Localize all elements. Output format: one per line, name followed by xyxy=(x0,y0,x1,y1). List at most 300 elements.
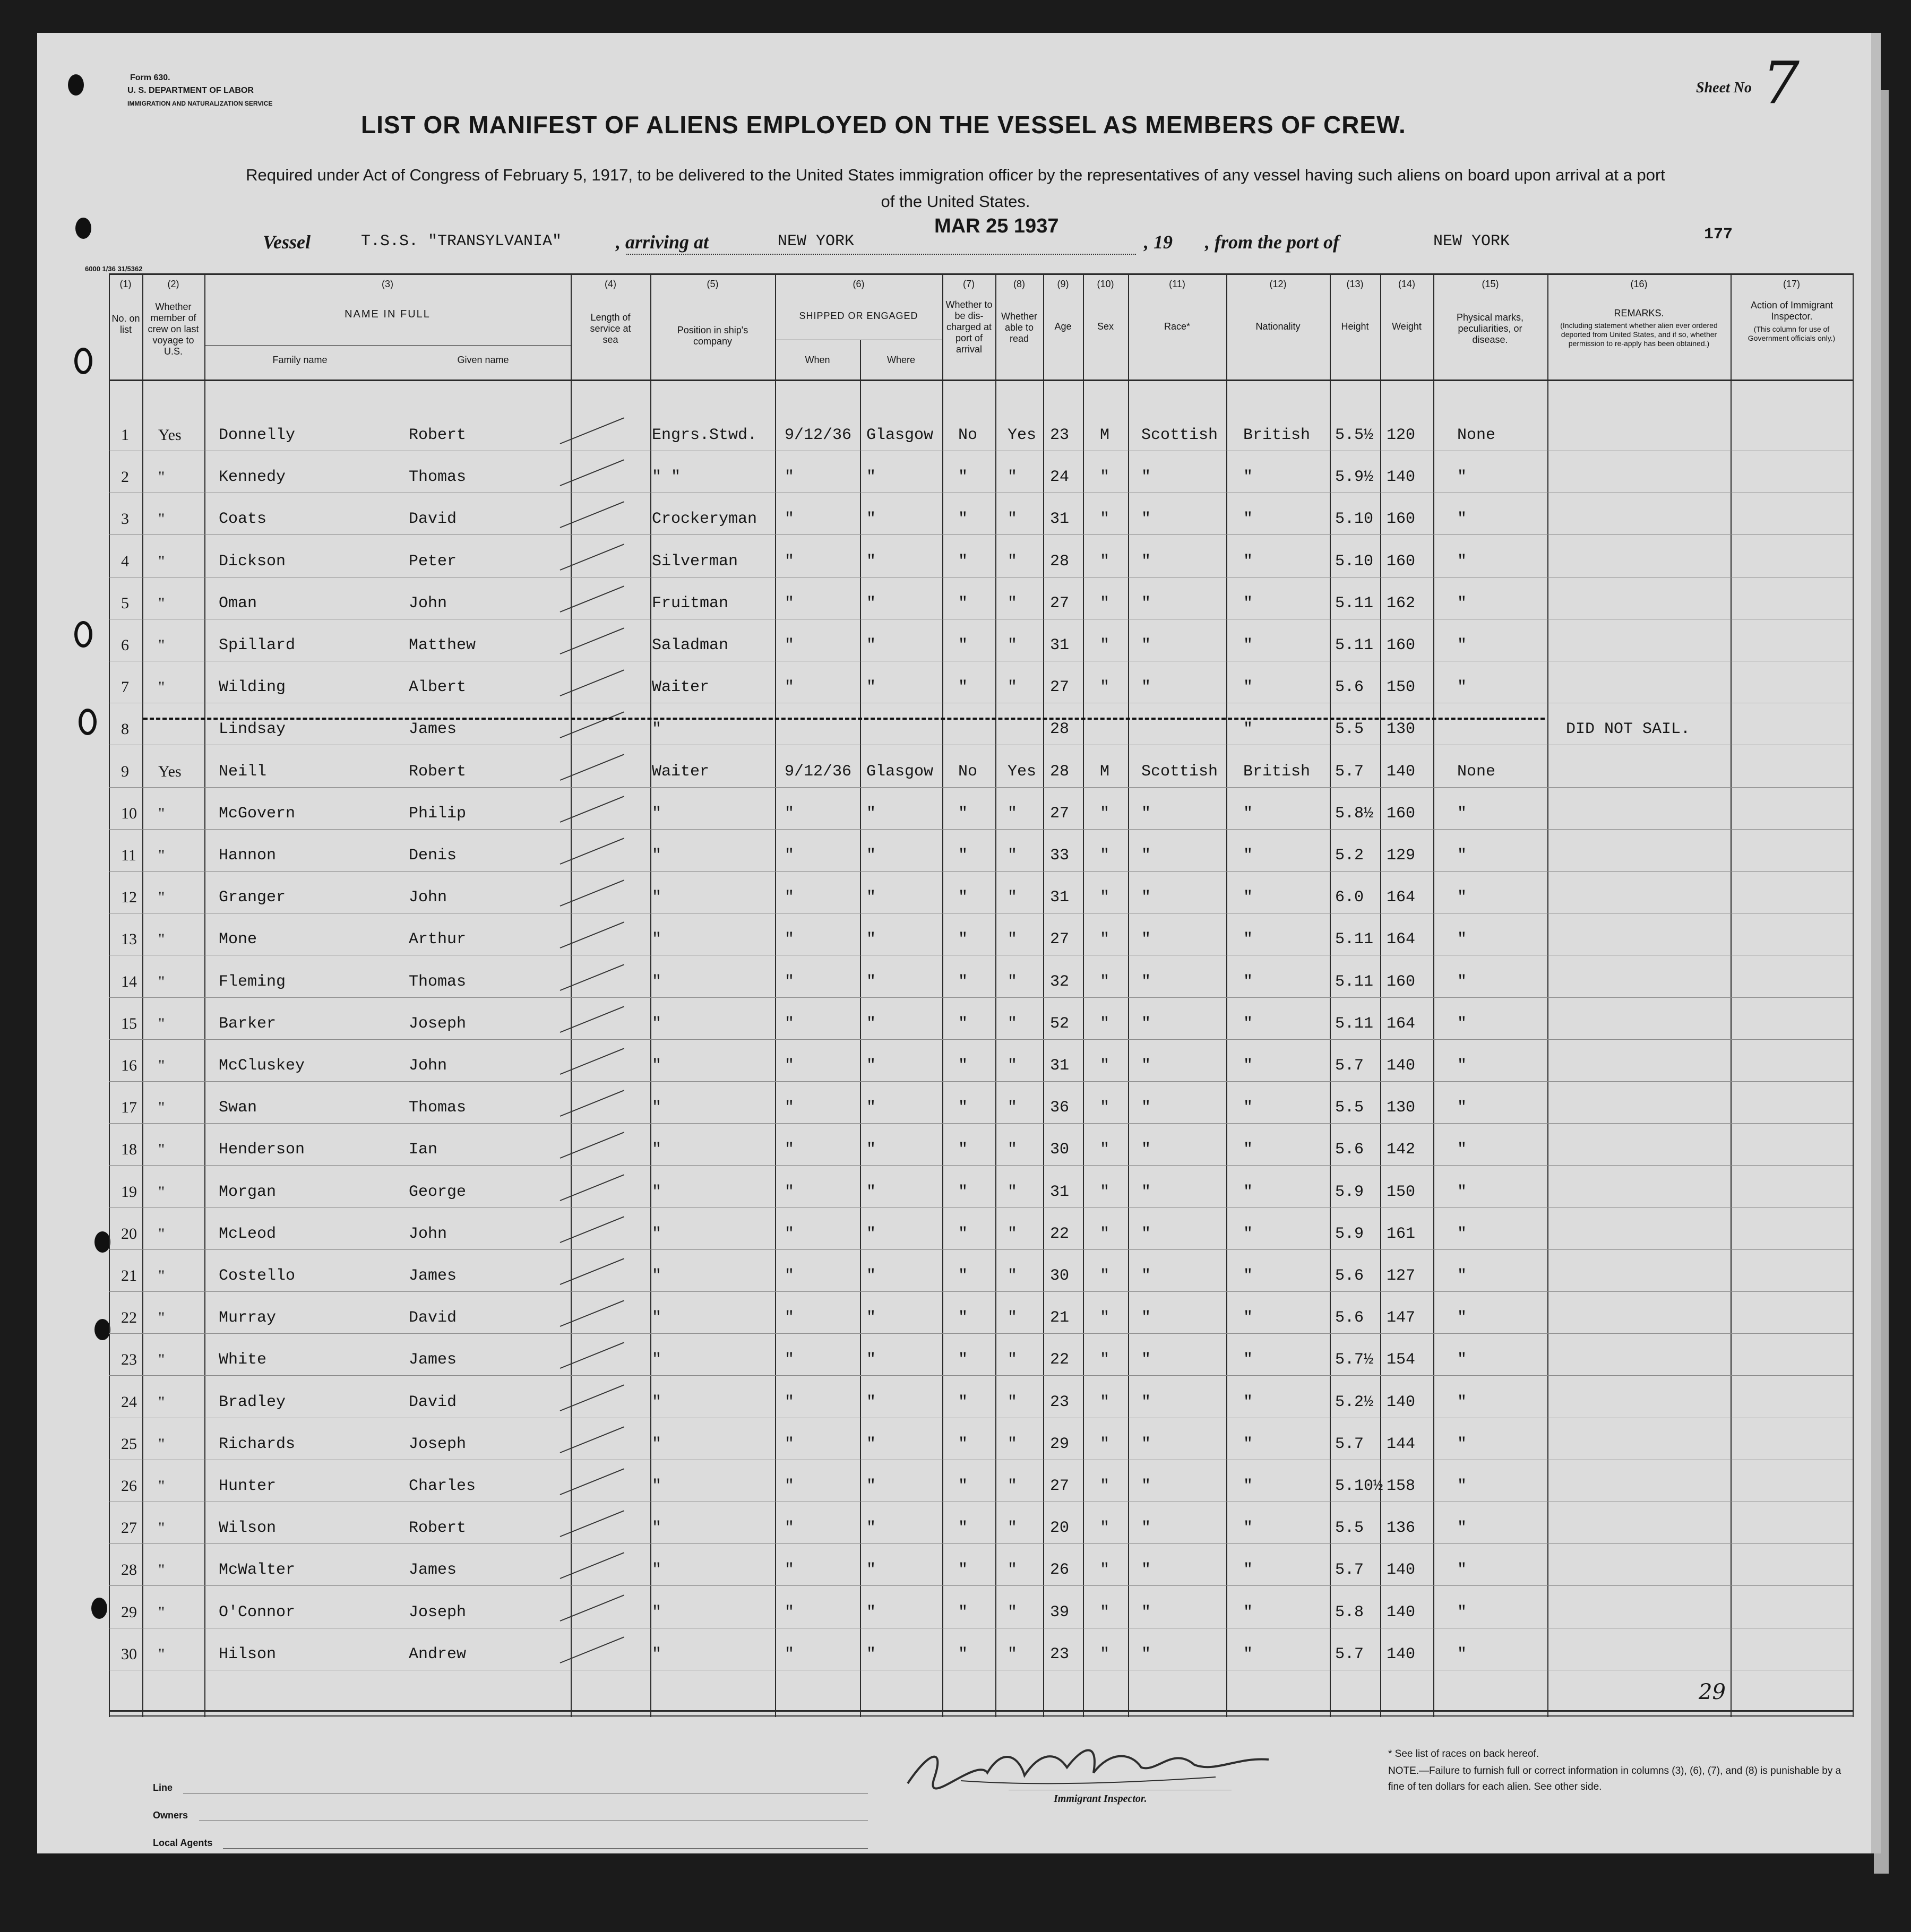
position: " xyxy=(652,1183,662,1201)
height: 5.8½ xyxy=(1335,805,1374,823)
race: " xyxy=(1141,594,1151,613)
col-number: (2) xyxy=(167,279,179,289)
nationality: " xyxy=(1243,1519,1253,1537)
family-name: Mone xyxy=(219,930,257,948)
row-number: 14 xyxy=(121,973,137,990)
given-name: Robert xyxy=(409,426,467,444)
family-name: McLeod xyxy=(219,1225,277,1243)
punch-hole xyxy=(91,1598,107,1619)
able-to-read: " xyxy=(1008,1309,1018,1327)
position: " xyxy=(652,930,662,948)
race: " xyxy=(1141,678,1151,696)
header-sex: Sex xyxy=(1097,321,1114,332)
row-8-strike-line xyxy=(143,718,1545,720)
shipped-where: " xyxy=(866,594,876,613)
header-when: When xyxy=(805,355,830,365)
position: " xyxy=(652,1561,662,1579)
able-to-read: " xyxy=(1008,1225,1018,1243)
header-remarks: REMARKS. xyxy=(1614,308,1664,318)
sex: " xyxy=(1100,636,1110,654)
nationality: " xyxy=(1243,1561,1253,1579)
shipped-where: " xyxy=(866,1183,876,1201)
weight: 161 xyxy=(1387,1225,1416,1243)
row-rule xyxy=(109,997,1853,998)
member-last-voyage: " xyxy=(158,510,165,528)
able-to-read: Yes xyxy=(1008,426,1037,444)
shipped-when: " xyxy=(785,1351,795,1369)
able-to-read: " xyxy=(1008,1519,1018,1537)
shipped-where: " xyxy=(866,1477,876,1495)
given-name: Joseph xyxy=(409,1435,467,1453)
family-name: Kennedy xyxy=(219,468,286,486)
nationality: " xyxy=(1243,1309,1253,1327)
age: 26 xyxy=(1050,1561,1070,1579)
col-divider xyxy=(860,340,861,1717)
able-to-read: " xyxy=(1008,1603,1018,1622)
family-name: Spillard xyxy=(219,636,296,654)
sex: " xyxy=(1100,1015,1110,1033)
given-name: David xyxy=(409,1393,457,1411)
row-number: 26 xyxy=(121,1477,137,1495)
position: " xyxy=(652,1267,662,1285)
row-number: 8 xyxy=(121,720,129,738)
sex: M xyxy=(1100,426,1110,444)
shipped-when: " xyxy=(785,1309,795,1327)
row-number: 20 xyxy=(121,1225,137,1243)
row-number: 13 xyxy=(121,930,137,948)
height: 5.5 xyxy=(1335,1099,1364,1117)
family-name: Lindsay xyxy=(219,720,286,738)
family-name: Costello xyxy=(219,1267,296,1285)
footer-agents-field xyxy=(223,1848,868,1849)
shipped-when: " xyxy=(785,1561,795,1579)
row-rule xyxy=(109,1375,1853,1376)
col-divider xyxy=(1330,273,1331,1717)
header-physical: Physical marks, peculiarities, or disease. xyxy=(1456,312,1524,345)
race: " xyxy=(1141,1393,1151,1411)
race: " xyxy=(1141,1435,1151,1453)
given-name: Joseph xyxy=(409,1015,467,1033)
nationality: " xyxy=(1243,553,1253,571)
discharged: " xyxy=(958,973,968,991)
row-rule xyxy=(109,1039,1853,1040)
col-divider xyxy=(571,273,572,1717)
height: 5.10 xyxy=(1335,553,1374,571)
discharged: " xyxy=(958,889,968,907)
table-bottom-border xyxy=(109,1710,1853,1712)
position: " xyxy=(652,1309,662,1327)
member-last-voyage: " xyxy=(158,1519,165,1537)
note-race: * See list of races on back hereof. xyxy=(1388,1748,1539,1760)
shipped-when: " xyxy=(785,1645,795,1663)
age: 27 xyxy=(1050,805,1070,823)
position: " xyxy=(652,973,662,991)
row-number: 3 xyxy=(121,510,129,528)
physical-marks: " xyxy=(1457,847,1467,865)
member-last-voyage: Yes xyxy=(158,763,182,780)
nationality: " xyxy=(1243,1141,1253,1159)
nationality: " xyxy=(1243,1099,1253,1117)
height: 5.11 xyxy=(1335,1015,1374,1033)
race: " xyxy=(1141,468,1151,486)
serial-number: 177 xyxy=(1704,226,1733,244)
shipped-where: " xyxy=(866,1645,876,1663)
col-divider xyxy=(109,273,110,1717)
sex: " xyxy=(1100,805,1110,823)
sex: " xyxy=(1100,1141,1110,1159)
race: " xyxy=(1141,1099,1151,1117)
height: 5.10½ xyxy=(1335,1477,1383,1495)
physical-marks: " xyxy=(1457,468,1467,486)
discharged: " xyxy=(958,1603,968,1622)
family-name: Donnelly xyxy=(219,426,296,444)
shipped-where: " xyxy=(866,1267,876,1285)
member-last-voyage: " xyxy=(158,930,165,948)
age: 31 xyxy=(1050,1183,1070,1201)
position: " xyxy=(652,1015,662,1033)
nationality: " xyxy=(1243,1351,1253,1369)
physical-marks: " xyxy=(1457,1519,1467,1537)
nationality: " xyxy=(1243,1435,1253,1453)
able-to-read: " xyxy=(1008,1477,1018,1495)
shipped-where: " xyxy=(866,1351,876,1369)
header-shipped-engaged: SHIPPED OR ENGAGED xyxy=(799,310,918,321)
footer-line-label: Line xyxy=(153,1782,173,1793)
weight: 136 xyxy=(1387,1519,1416,1537)
member-last-voyage: " xyxy=(158,973,165,990)
nationality: " xyxy=(1243,973,1253,991)
manifest-subtitle: Required under Act of Congress of February 5, 1917, to be delivered to the United States immigration officer by the representatives of any vessel having such aliens on board upon arrival at a port of the United States. xyxy=(246,166,1665,211)
discharged: " xyxy=(958,1183,968,1201)
sex: " xyxy=(1100,510,1110,528)
nationality: " xyxy=(1243,889,1253,907)
shipped-when: " xyxy=(785,847,795,865)
position: Fruitman xyxy=(652,594,729,613)
row-number: 7 xyxy=(121,678,129,696)
nationality: " xyxy=(1243,468,1253,486)
weight: 142 xyxy=(1387,1141,1416,1159)
able-to-read: " xyxy=(1008,553,1018,571)
able-to-read: " xyxy=(1008,1351,1018,1369)
family-name: Wilding xyxy=(219,678,286,696)
race: " xyxy=(1141,973,1151,991)
age: 36 xyxy=(1050,1099,1070,1117)
nationality: " xyxy=(1243,1393,1253,1411)
physical-marks: " xyxy=(1457,1015,1467,1033)
able-to-read: " xyxy=(1008,510,1018,528)
weight: 144 xyxy=(1387,1435,1416,1453)
age: 30 xyxy=(1050,1141,1070,1159)
position: " xyxy=(652,1141,662,1159)
table-bottom-border-double xyxy=(109,1715,1853,1717)
shipped-when: " xyxy=(785,1015,795,1033)
height: 5.9 xyxy=(1335,1183,1364,1201)
col-number: (8) xyxy=(1013,279,1025,289)
member-last-voyage: " xyxy=(158,1183,165,1201)
punch-hole xyxy=(68,74,84,96)
weight: 147 xyxy=(1387,1309,1416,1327)
family-name: Wilson xyxy=(219,1519,277,1537)
given-name: David xyxy=(409,1309,457,1327)
position: " xyxy=(652,1603,662,1622)
discharged: " xyxy=(958,1519,968,1537)
footer-agents-label: Local Agents xyxy=(153,1838,213,1848)
col-divider xyxy=(1433,273,1434,1717)
physical-marks: " xyxy=(1457,1393,1467,1411)
row-rule xyxy=(109,1165,1853,1166)
physical-marks: " xyxy=(1457,973,1467,991)
position: " xyxy=(652,1393,662,1411)
given-name: James xyxy=(409,1267,457,1285)
discharged: " xyxy=(958,847,968,865)
row-number: 17 xyxy=(121,1099,137,1116)
discharged: " xyxy=(958,1477,968,1495)
shipped-where: " xyxy=(866,805,876,823)
discharged: No xyxy=(958,426,978,444)
header-nationality: Nationality xyxy=(1255,321,1301,332)
col-divider xyxy=(995,273,996,1717)
shipped-when: 9/12/36 xyxy=(785,426,852,444)
family-name: Hunter xyxy=(219,1477,277,1495)
vessel-name: T.S.S. "TRANSYLVANIA" xyxy=(361,232,562,251)
discharged: No xyxy=(958,763,978,781)
header-remarks-note: (Including statement whether alien ever ordered deported from United States, and if so, whether permission to re-apply has been obtained.) xyxy=(1560,321,1718,348)
nationality: " xyxy=(1243,1267,1253,1285)
race: " xyxy=(1141,1519,1151,1537)
col-divider xyxy=(1043,273,1044,1717)
nationality: " xyxy=(1243,1603,1253,1622)
member-last-voyage: " xyxy=(158,553,165,570)
weight: 140 xyxy=(1387,763,1416,781)
able-to-read: " xyxy=(1008,889,1018,907)
weight: 150 xyxy=(1387,1183,1416,1201)
given-name: James xyxy=(409,1351,457,1369)
col-number: (17) xyxy=(1783,279,1800,289)
race: " xyxy=(1141,1015,1151,1033)
given-name: Thomas xyxy=(409,468,467,486)
shipped-where: " xyxy=(866,973,876,991)
physical-marks: " xyxy=(1457,1351,1467,1369)
height: 5.7½ xyxy=(1335,1351,1374,1369)
age: 22 xyxy=(1050,1351,1070,1369)
race: " xyxy=(1141,1561,1151,1579)
nationality: " xyxy=(1243,1645,1253,1663)
height: 5.7 xyxy=(1335,1561,1364,1579)
discharged: " xyxy=(958,468,968,486)
physical-marks: " xyxy=(1457,805,1467,823)
sex: " xyxy=(1100,889,1110,907)
member-last-voyage: " xyxy=(158,1099,165,1116)
given-name: James xyxy=(409,720,457,738)
shipped-when: " xyxy=(785,805,795,823)
weight: 160 xyxy=(1387,636,1416,654)
age: 23 xyxy=(1050,1393,1070,1411)
age: 52 xyxy=(1050,1015,1070,1033)
print-code: 6000 1/36 31/5362 xyxy=(85,265,143,273)
header-action: Action of Immigrant Inspector. xyxy=(1750,300,1833,322)
discharged: " xyxy=(958,1267,968,1285)
weight: 164 xyxy=(1387,930,1416,948)
sex: " xyxy=(1100,1099,1110,1117)
row-number: 22 xyxy=(121,1309,137,1326)
row-rule xyxy=(109,787,1853,788)
family-name: Hilson xyxy=(219,1645,277,1663)
col-divider xyxy=(942,273,943,1717)
shipped-when: " xyxy=(785,889,795,907)
sheet-label: Sheet No xyxy=(1696,80,1752,96)
row-number: 5 xyxy=(121,594,129,612)
weight: 162 xyxy=(1387,594,1416,613)
weight: 150 xyxy=(1387,678,1416,696)
height: 5.6 xyxy=(1335,678,1364,696)
header-race: Race* xyxy=(1164,321,1191,332)
position: " xyxy=(652,1477,662,1495)
inspector-label: Immigrant Inspector. xyxy=(1054,1793,1147,1805)
position: " xyxy=(652,720,662,738)
row-rule xyxy=(109,829,1853,830)
given-name: George xyxy=(409,1183,467,1201)
position: " xyxy=(652,1225,662,1243)
position: " xyxy=(652,1645,662,1663)
race: " xyxy=(1141,1645,1151,1663)
able-to-read: Yes xyxy=(1008,763,1037,781)
row-number: 12 xyxy=(121,889,137,906)
sex: " xyxy=(1100,1225,1110,1243)
able-to-read: " xyxy=(1008,1393,1018,1411)
member-last-voyage: " xyxy=(158,1141,165,1158)
sex: " xyxy=(1100,1561,1110,1579)
age: 23 xyxy=(1050,426,1070,444)
shipped-when: " xyxy=(785,1603,795,1622)
discharged: " xyxy=(958,594,968,613)
family-name: Neill xyxy=(219,763,267,781)
position: " xyxy=(652,889,662,907)
header-discharged: Whether to be dis-charged at port of arrival xyxy=(945,299,993,355)
height: 5.6 xyxy=(1335,1141,1364,1159)
discharged: " xyxy=(958,1351,968,1369)
member-last-voyage: " xyxy=(158,1477,165,1495)
punch-hole xyxy=(94,1319,110,1340)
height: 5.11 xyxy=(1335,973,1374,991)
family-name: Murray xyxy=(219,1309,277,1327)
position: Crockeryman xyxy=(652,510,757,528)
height: 5.9 xyxy=(1335,1225,1364,1243)
row-number: 19 xyxy=(121,1183,137,1201)
member-last-voyage: " xyxy=(158,1435,165,1453)
age: 22 xyxy=(1050,1225,1070,1243)
nationality: " xyxy=(1243,1183,1253,1201)
col-divider xyxy=(775,273,776,1717)
col-number: (13) xyxy=(1346,279,1364,289)
physical-marks: " xyxy=(1457,930,1467,948)
sex: " xyxy=(1100,1351,1110,1369)
family-name: White xyxy=(219,1351,267,1369)
header-given-name: Given name xyxy=(457,355,509,365)
height: 5.7 xyxy=(1335,1645,1364,1663)
physical-marks: " xyxy=(1457,889,1467,907)
age: 31 xyxy=(1050,510,1070,528)
nationality: " xyxy=(1243,1225,1253,1243)
height: 5.10 xyxy=(1335,510,1374,528)
shipped-when: " xyxy=(785,1267,795,1285)
given-name: Joseph xyxy=(409,1603,467,1622)
shipped-where: " xyxy=(866,1435,876,1453)
col-divider xyxy=(1226,273,1227,1717)
able-to-read: " xyxy=(1008,1435,1018,1453)
shipped-when: " xyxy=(785,510,795,528)
service-name: IMMIGRATION AND NATURALIZATION SERVICE xyxy=(127,100,273,107)
header-height: Height xyxy=(1341,321,1369,332)
row-rule xyxy=(109,871,1853,872)
physical-marks: " xyxy=(1457,1309,1467,1327)
shipped-where: " xyxy=(866,1393,876,1411)
race: " xyxy=(1141,930,1151,948)
row-number: 29 xyxy=(121,1603,137,1621)
race: " xyxy=(1141,1057,1151,1075)
sex: " xyxy=(1100,973,1110,991)
nationality: " xyxy=(1243,678,1253,696)
race: " xyxy=(1141,553,1151,571)
arriving-label: , arriving at xyxy=(616,231,709,253)
row-number: 21 xyxy=(121,1267,137,1284)
nationality: " xyxy=(1243,805,1253,823)
shipped-when: " xyxy=(785,1183,795,1201)
member-last-voyage: " xyxy=(158,889,165,906)
physical-marks: " xyxy=(1457,594,1467,613)
height: 5.11 xyxy=(1335,930,1374,948)
header-name-in-full: NAME IN FULL xyxy=(345,308,431,320)
col-number: (9) xyxy=(1057,279,1069,289)
nationality: " xyxy=(1243,636,1253,654)
shipped-when: " xyxy=(785,1225,795,1243)
family-name: Henderson xyxy=(219,1141,305,1159)
family-name: Barker xyxy=(219,1015,277,1033)
position: Silverman xyxy=(652,553,738,571)
shipped-when: " xyxy=(785,1099,795,1117)
race: " xyxy=(1141,847,1151,865)
header-whether-member: Whether member of crew on last voyage to U.S. xyxy=(148,301,199,357)
given-name: John xyxy=(409,1057,447,1075)
age: 20 xyxy=(1050,1519,1070,1537)
shipped-where: " xyxy=(866,1603,876,1622)
given-name: Denis xyxy=(409,847,457,865)
position: " xyxy=(652,1519,662,1537)
vessel-underline xyxy=(626,254,1136,255)
given-name: Robert xyxy=(409,763,467,781)
weight: 140 xyxy=(1387,1645,1416,1663)
able-to-read: " xyxy=(1008,678,1018,696)
height: 5.5 xyxy=(1335,720,1364,738)
shipped-when: " xyxy=(785,468,795,486)
col-number: (3) xyxy=(382,279,393,289)
weight: 140 xyxy=(1387,1057,1416,1075)
race: " xyxy=(1141,805,1151,823)
punch-hole xyxy=(75,218,91,239)
row-rule xyxy=(109,534,1853,535)
shipped-when: " xyxy=(785,636,795,654)
shipped-where: " xyxy=(866,847,876,865)
shipped-where: " xyxy=(866,889,876,907)
col-divider xyxy=(1380,273,1381,1717)
row-rule xyxy=(109,1123,1853,1124)
position: Engrs.Stwd. xyxy=(652,426,757,444)
date-stamp: MAR 25 1937 xyxy=(934,215,1059,237)
discharged: " xyxy=(958,1561,968,1579)
able-to-read: " xyxy=(1008,1183,1018,1201)
member-last-voyage: " xyxy=(158,847,165,864)
position: " xyxy=(652,1351,662,1369)
member-last-voyage: " xyxy=(158,805,165,822)
